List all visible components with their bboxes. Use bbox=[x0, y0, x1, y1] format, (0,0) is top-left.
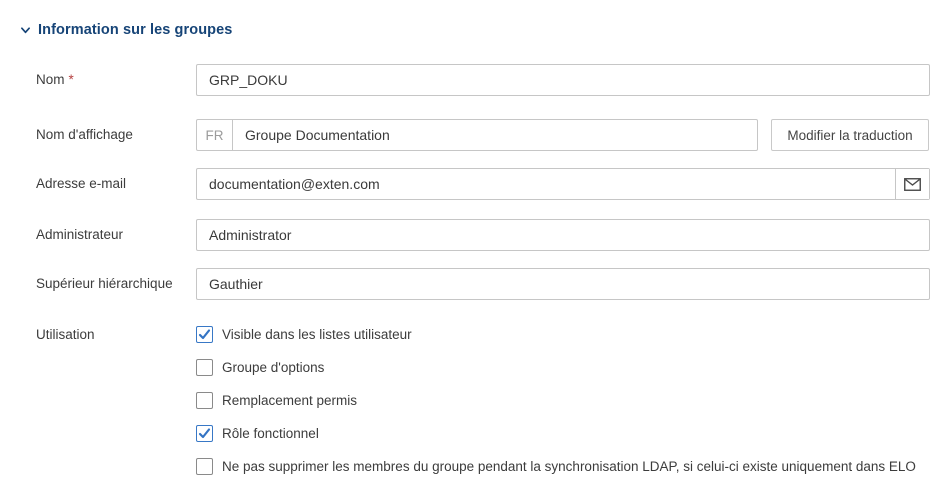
administrator-label: Administrateur bbox=[36, 227, 124, 242]
check-icon bbox=[198, 427, 211, 440]
email-label: Adresse e-mail bbox=[36, 176, 127, 191]
name-label: Nom * bbox=[36, 72, 74, 87]
checkbox-box bbox=[196, 458, 213, 475]
chevron-down-icon bbox=[20, 25, 31, 36]
usage-label: Utilisation bbox=[36, 327, 95, 342]
administrator-row bbox=[0, 219, 947, 251]
checkbox-visible-in-user-lists[interactable] bbox=[196, 326, 412, 343]
checkbox-label: Visible dans les listes utilisateur bbox=[222, 327, 412, 342]
checkbox-option-group[interactable] bbox=[196, 359, 324, 376]
supervisor-input[interactable] bbox=[196, 268, 930, 300]
supervisor-label: Supérieur hiérarchique bbox=[36, 276, 173, 291]
checkbox-box bbox=[196, 326, 213, 343]
check-icon bbox=[198, 328, 211, 341]
supervisor-row bbox=[0, 268, 947, 300]
checkbox-label: Remplacement permis bbox=[222, 393, 358, 408]
checkbox-label: Rôle fonctionnel bbox=[222, 426, 319, 441]
section-title: Information sur les groupes bbox=[38, 22, 233, 38]
language-prefix: FR bbox=[197, 120, 233, 150]
checkbox-box bbox=[196, 392, 213, 409]
display-name-row bbox=[0, 119, 947, 151]
checkbox-replacement-allowed[interactable] bbox=[196, 392, 357, 409]
required-asterisk: * bbox=[68, 72, 74, 87]
checkbox-functional-role[interactable] bbox=[196, 425, 319, 442]
display-name-field bbox=[196, 119, 758, 151]
checkbox-ldap-sync-keep-members[interactable] bbox=[196, 458, 916, 475]
checkbox-label: Groupe d'options bbox=[222, 360, 325, 375]
email-input[interactable] bbox=[197, 169, 895, 199]
edit-translation-button[interactable]: Modifier la traduction bbox=[771, 119, 929, 151]
display-name-label: Nom d'affichage bbox=[36, 127, 133, 142]
email-row bbox=[0, 168, 947, 200]
email-field bbox=[196, 168, 930, 200]
administrator-input[interactable] bbox=[196, 219, 930, 251]
name-row bbox=[0, 64, 947, 96]
name-input[interactable] bbox=[196, 64, 930, 96]
display-name-input[interactable] bbox=[233, 120, 757, 150]
section-header-group-information[interactable] bbox=[20, 22, 232, 38]
send-email-button[interactable] bbox=[895, 169, 929, 199]
envelope-icon bbox=[904, 178, 921, 191]
checkbox-label: Ne pas supprimer les membres du groupe pendant la synchronisation LDAP, si celui-ci existe uniquement dans ELO bbox=[222, 459, 916, 474]
checkbox-box bbox=[196, 359, 213, 376]
checkbox-box bbox=[196, 425, 213, 442]
